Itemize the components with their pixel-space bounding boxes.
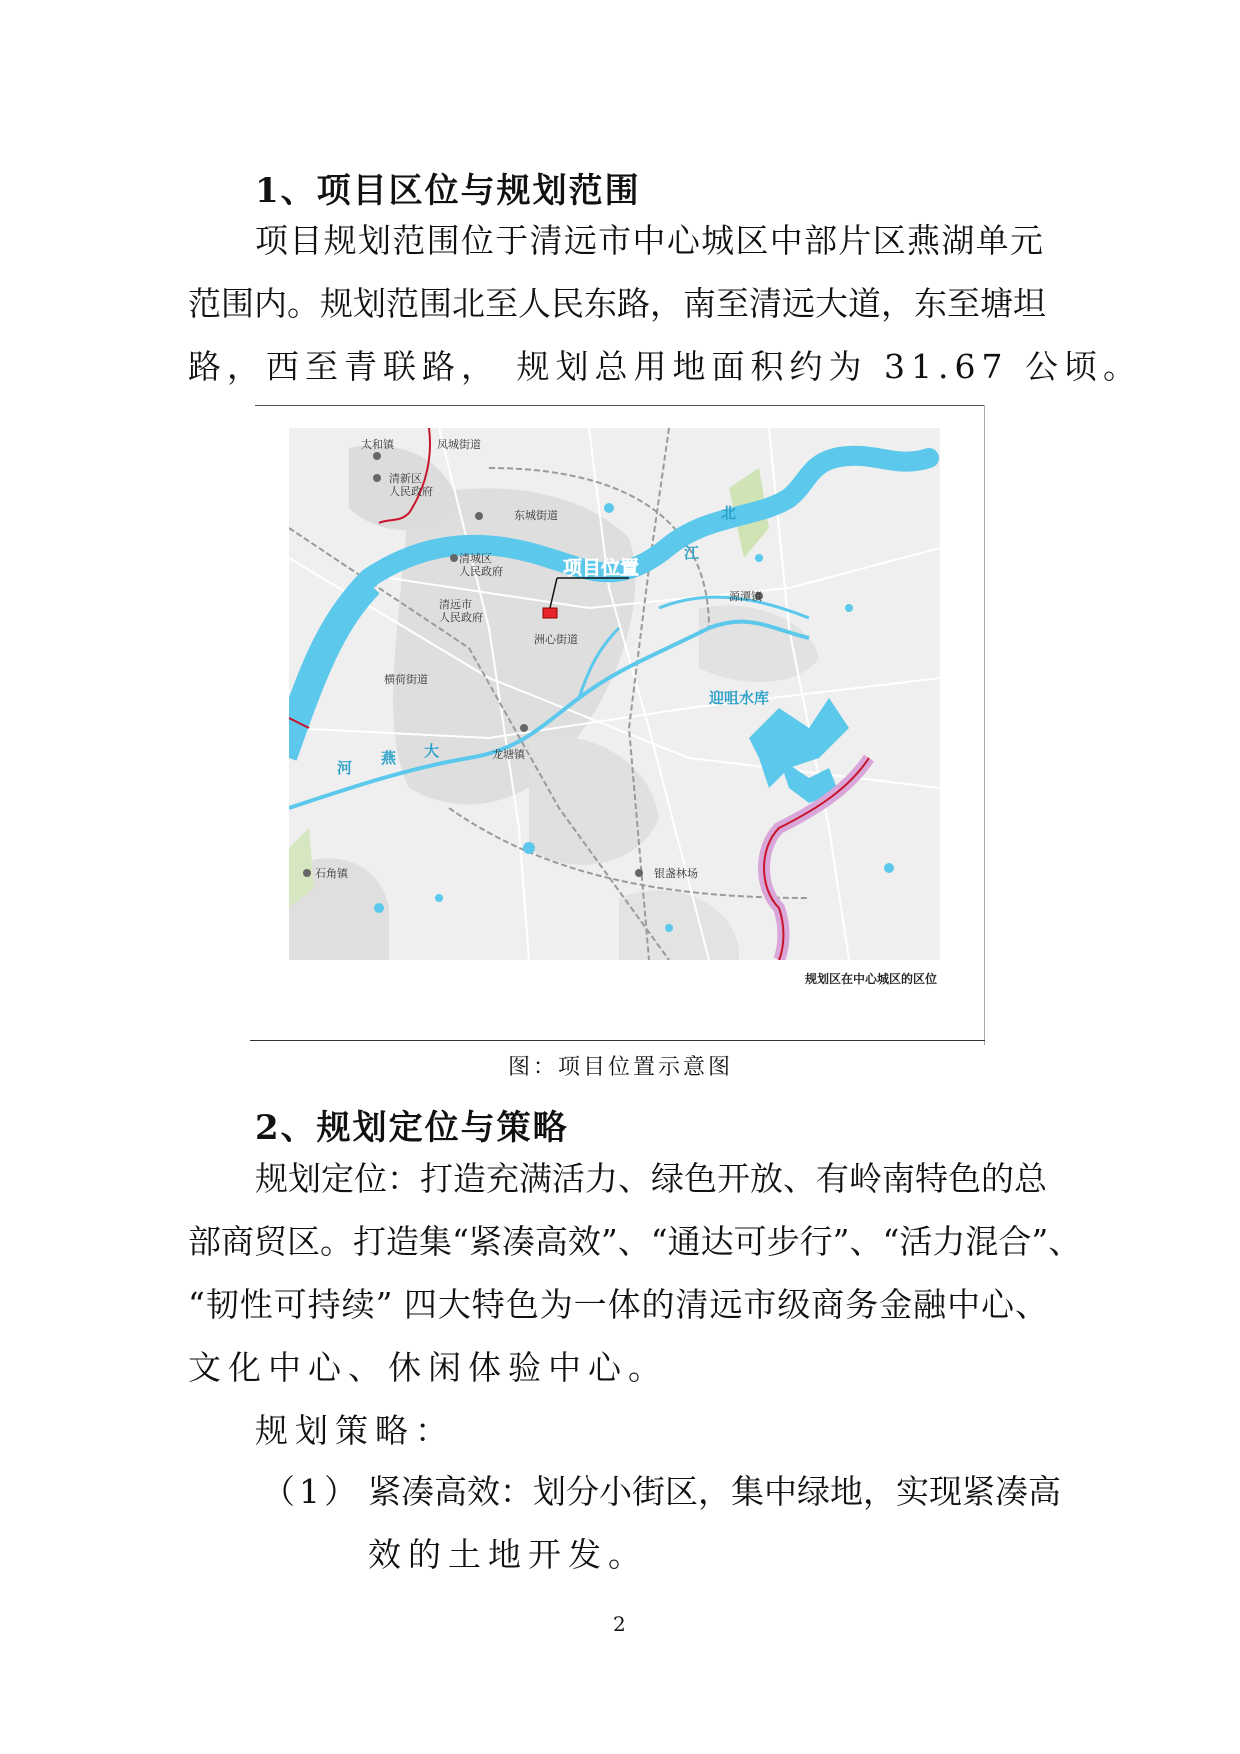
- figure-caption: 图：项目位置示意图: [508, 1055, 734, 1080]
- map-label-yan: 燕: [381, 749, 397, 767]
- map-label-yinzhan: 银盏林场: [654, 867, 698, 880]
- map-label-yuantan: 源潭镇: [729, 590, 762, 603]
- map-label-qingcheng-gov: 清城区人民政府: [459, 552, 503, 578]
- list-item-number: （1）: [262, 1472, 361, 1511]
- paragraph-line: 部商贸区。打造集“紧凑高效”、“通达可步行”、“活力混合”、: [188, 1222, 1082, 1261]
- paragraph-line: 项目规划范围位于清远市中心城区中部片区燕湖单元: [255, 221, 1043, 260]
- paragraph-line: 文化中心、休闲体验中心。: [188, 1348, 668, 1387]
- location-map: [289, 428, 940, 960]
- map-label-yingzu: 迎咀水库: [709, 689, 770, 707]
- map-label-fengcheng: 凤城街道: [437, 438, 481, 451]
- map-label-bei: 北: [721, 504, 737, 522]
- list-item-line: 紧凑高效：划分小街区，集中绿地，实现紧凑高: [368, 1472, 1061, 1511]
- figure-frame-right: [984, 405, 985, 1045]
- section-heading-2: 2、规划定位与策略: [255, 1108, 569, 1148]
- map-label-dongcheng: 东城街道: [514, 509, 558, 522]
- map-label-taihe: 太和镇: [361, 438, 394, 451]
- map-label-shijiao: 石角镇: [315, 867, 348, 880]
- page-number: 2: [613, 1612, 626, 1636]
- map-label-qingyuan-gov: 清远市人民政府: [439, 598, 483, 624]
- section-heading-1: 1、项目区位与规划范围: [255, 171, 641, 211]
- list-item-line: 效的土地开发。: [368, 1535, 648, 1574]
- map-label-longtang: 龙塘镇: [492, 748, 525, 761]
- map-inner-caption: 规划区在中心城区的区位: [805, 972, 938, 986]
- paragraph-line: 规划定位：打造充满活力、绿色开放、有岭南特色的总: [255, 1159, 1047, 1198]
- map-label-zhouxin: 洲心街道: [534, 633, 578, 646]
- figure-frame-top: [255, 405, 985, 406]
- strategy-label: 规划策略：: [255, 1411, 455, 1450]
- map-label-qingxin-gov: 清新区人民政府: [389, 472, 433, 498]
- map-label-jiang: 江: [684, 544, 700, 562]
- paragraph-line: “韧性可持续” 四大特色为一体的清远市级商务金融中心、: [188, 1285, 1048, 1324]
- map-label-project: 项目位置: [563, 557, 640, 579]
- map-label-da: 大: [424, 742, 440, 760]
- paragraph-line: 范围内。规划范围北至人民东路，南至清远大道，东至塘坦: [188, 284, 1046, 323]
- paragraph-line: 路，西至青联路， 规划总用地面积约为 31.67 公顷。: [188, 347, 1142, 386]
- map-label-henghe: 横荷街道: [384, 673, 428, 686]
- map-label-he: 河: [337, 759, 353, 777]
- figure-frame-bottom: [250, 1040, 985, 1041]
